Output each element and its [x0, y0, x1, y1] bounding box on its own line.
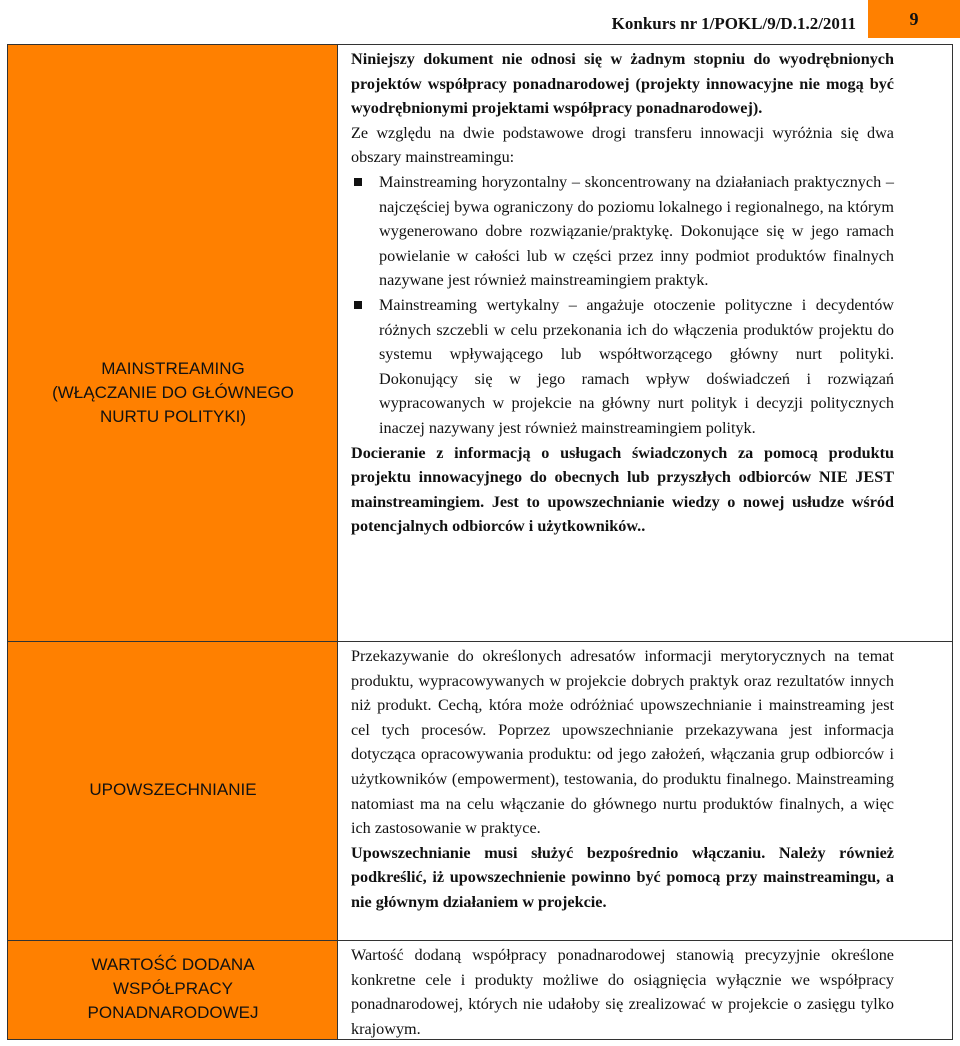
closing-note: Docieranie z informacją o usługach świadczonych za pomocą produktu projektu innowacyjnego do obecnych lub przyszłych odbiorców NIE JEST mainstreamingiem. Jest to upowszechnianie wiedzy o nowej usłudze wśród potencjalnych odbiorców i użytkowników..: [351, 443, 894, 536]
emphasis-paragraph: Upowszechnianie musi służyć bezpośrednio włączaniu. Należy również podkreślić, iż upowszechnienie powinno być pomocą przy mainstreamingu, a nie głównym działaniem w projekcie.: [351, 843, 894, 911]
body-paragraph: Wartość dodaną współpracy ponadnarodowej stanowią precyzyjnie określone konkretne cele i produkty możliwe do osiągnięcia wyłącznie we współpracy ponadnarodowej, których nie udałoby się zrealizować w projekcie o zasięgu tylko krajowym.: [351, 946, 894, 1038]
document-reference: Konkurs nr 1/POKL/9/D.1.2/2011: [611, 14, 856, 33]
definitions-table: [7, 44, 953, 1040]
term-wartosc-dodana: [8, 953, 338, 1025]
definition-wartosc-dodana: [351, 943, 894, 1041]
row-divider: [8, 641, 952, 642]
lead-paragraph: Ze względu na dwie podstawowe drogi transferu innowacji wyróżnia się dwa obszary mainstreamingu:: [351, 123, 894, 167]
body-paragraph: Przekazywanie do określonych adresatów informacji merytorycznych na temat produktu, wypracowywanych w projekcie dobrych praktyk oraz rezultatów innych niż produkt. Cechą, która może odróżniać upowszechnianie i mainstreaming jest cel tych procesów. Poprzez upowszechnianie przekazywana jest informacja dotycząca opracowywania produktu: od jego założeń, włączania grup odbiorców i użytkowników (empowerment), testowania, do produktu finalnego. Mainstreaming natomiast ma na celu włączanie do głównego nurtu produktów finalnych, a więc ich zastosowanie w praktyce.: [351, 647, 894, 838]
page-header: [0, 0, 960, 40]
mainstreaming-types-list: [351, 170, 894, 441]
row-divider: [8, 940, 952, 941]
term-line: NURTU POLITYKI): [99, 407, 247, 426]
term-line: MAINSTREAMING: [101, 359, 245, 378]
term-line: WSPÓŁPRACY: [113, 979, 233, 998]
term-line: (WŁĄCZANIE DO GŁÓWNEGO: [52, 383, 294, 402]
intro-note: Niniejszy dokument nie odnosi się w żadnym stopniu do wyodrębnionych projektów współpracy ponadnarodowej (projekty innowacyjne nie mogą być wyodrębnionymi projektami współpracy ponadnarodowej).: [351, 50, 894, 118]
term-line: WARTOŚĆ DODANA: [91, 955, 255, 974]
term-line: PONADNARODOWEJ: [87, 1003, 259, 1022]
list-item: Mainstreaming horyzontalny – skoncentrowany na działaniach praktycznych – najczęściej bywa ograniczony do poziomu lokalnego i regionalnego, na którym wygenerowano dobre rozwiązanie/praktykę. Dokonujące się w jego ramach powielanie w całości lub w części przez inny podmiot produktów finalnych nazywane jest również mainstreamingiem praktyk.: [351, 170, 894, 293]
term-line: UPOWSZECHNIANIE: [89, 780, 257, 799]
term-column: [8, 45, 338, 1039]
term-mainstreaming: [8, 357, 338, 429]
page-number-badge: 9: [868, 0, 960, 38]
term-upowszechnianie: [8, 778, 338, 802]
definition-upowszechnianie: [351, 644, 894, 915]
definition-mainstreaming: [351, 47, 894, 539]
list-item: Mainstreaming wertykalny – angażuje otoczenie polityczne i decydentów różnych szczebli w celu przekonania ich do włączenia produktów projektu do systemu wpływającego lub współtworzącego główny nurt polityki. Dokonujący się w jego ramach wpływ doświadczeń i rozwiązań wypracowanych w projekcie na główny nurt polityk i decyzji politycznych inaczej nazywany jest również mainstreamingiem polityk.: [351, 293, 894, 441]
